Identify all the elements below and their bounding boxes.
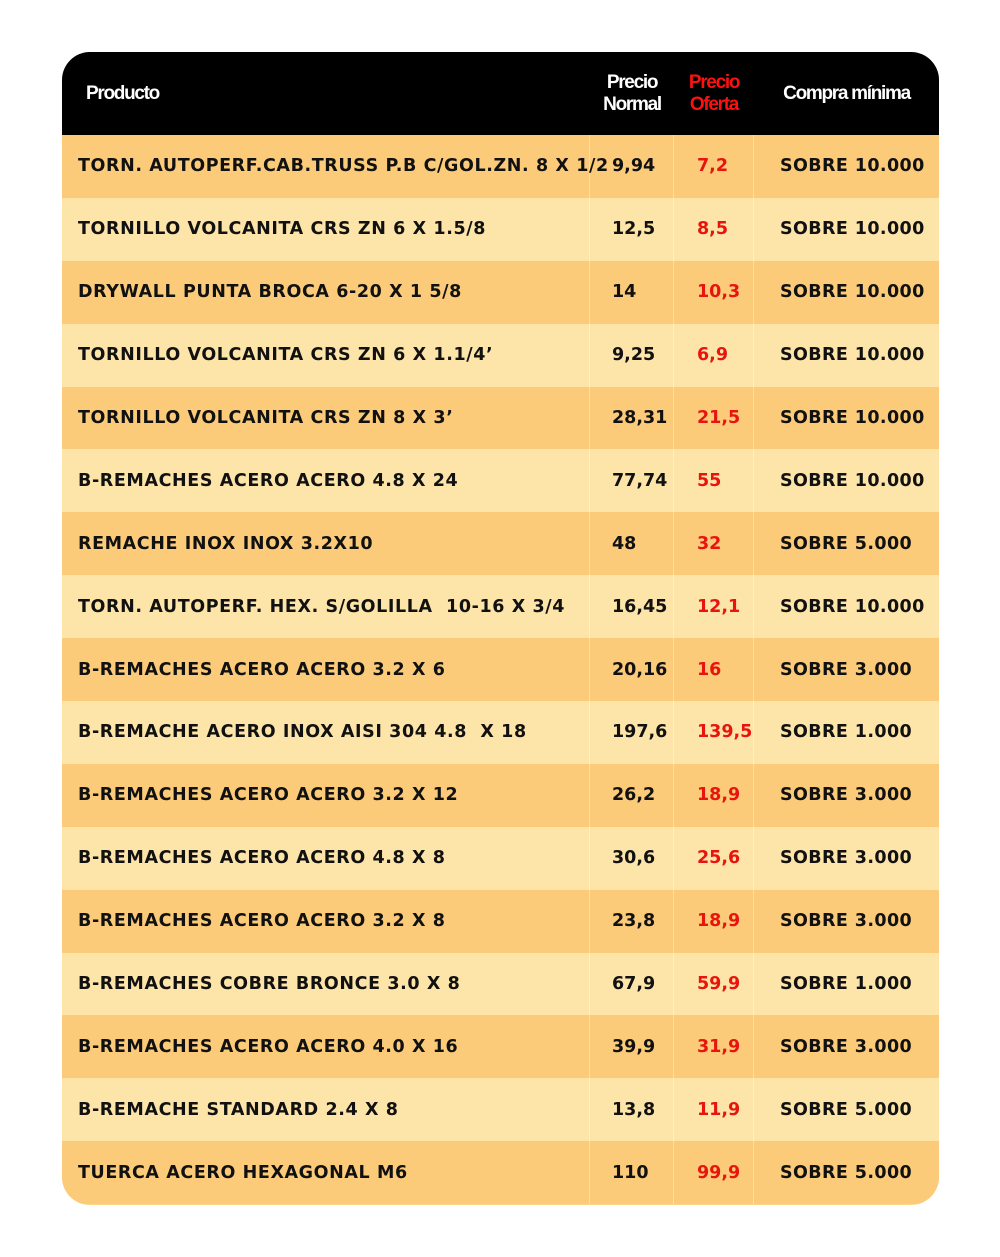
precio-normal-cell: 23,8 <box>590 890 674 953</box>
precio-oferta-cell: 10,3 <box>674 261 754 324</box>
product-cell: TORNILLO VOLCANITA CRS ZN 8 X 3’ <box>62 387 590 450</box>
product-cell: B-REMACHES ACERO ACERO 3.2 X 6 <box>62 638 590 701</box>
product-cell: B-REMACHE STANDARD 2.4 X 8 <box>62 1078 590 1141</box>
precio-oferta-cell: 7,2 <box>674 135 754 198</box>
precio-normal-cell: 28,31 <box>590 387 674 450</box>
header-precio-normal <box>590 72 674 116</box>
compra-minima-cell: SOBRE 10.000 <box>780 596 925 617</box>
table-row <box>62 701 939 764</box>
precio-normal-cell: 13,8 <box>590 1078 674 1141</box>
precio-oferta-cell: 21,5 <box>674 387 754 450</box>
precio-oferta-cell: 99,9 <box>674 1141 754 1204</box>
compra-minima-cell: SOBRE 3.000 <box>780 785 913 806</box>
precio-normal-cell: 20,16 <box>590 638 674 701</box>
precio-oferta-cell: 18,9 <box>674 890 754 953</box>
precio-normal-cell: 9,94 <box>590 135 674 198</box>
table-row <box>62 135 939 198</box>
product-cell: B-REMACHE ACERO INOX AISI 304 4.8 X 18 <box>62 701 590 764</box>
product-cell: TORN. AUTOPERF.CAB.TRUSS P.B C/GOL.ZN. 8 X 1/2 <box>62 135 590 198</box>
table-row <box>62 827 939 890</box>
precio-normal-cell: 39,9 <box>590 1015 674 1078</box>
precio-oferta-cell: 8,5 <box>674 198 754 261</box>
precio-normal-cell: 48 <box>590 512 674 575</box>
precio-normal-cell: 197,6 <box>590 701 674 764</box>
table-row <box>62 1015 939 1078</box>
compra-minima-cell: SOBRE 3.000 <box>780 659 913 680</box>
product-cell: TUERCA ACERO HEXAGONAL M6 <box>62 1141 590 1204</box>
precio-oferta-cell: 55 <box>674 449 754 512</box>
compra-minima-cell: SOBRE 1.000 <box>780 722 913 743</box>
header-precio-oferta <box>674 72 754 116</box>
precio-normal-cell: 77,74 <box>590 449 674 512</box>
header-precio-oferta-line1: Precio <box>688 71 740 93</box>
compra-minima-cell: SOBRE 1.000 <box>780 974 913 995</box>
precio-oferta-cell: 11,9 <box>674 1078 754 1141</box>
compra-minima-cell: SOBRE 10.000 <box>780 408 925 428</box>
precio-oferta-cell: 6,9 <box>674 324 754 387</box>
compra-minima-cell: SOBRE 10.000 <box>780 470 925 491</box>
precio-oferta-cell: 31,9 <box>674 1015 754 1078</box>
compra-minima-cell: SOBRE 3.000 <box>780 911 913 932</box>
product-cell: REMACHE INOX INOX 3.2X10 <box>62 512 590 575</box>
compra-minima-cell: SOBRE 3.000 <box>780 1036 913 1057</box>
precio-normal-cell: 9,25 <box>590 324 674 387</box>
product-cell: TORNILLO VOLCANITA CRS ZN 6 X 1.5/8 <box>62 198 590 261</box>
compra-minima-cell: SOBRE 5.000 <box>780 533 913 554</box>
table-row <box>62 324 939 387</box>
product-cell: B-REMACHES ACERO ACERO 4.8 X 8 <box>62 827 590 890</box>
table-row <box>62 953 939 1016</box>
precio-normal-cell: 67,9 <box>590 953 674 1016</box>
product-cell: B-REMACHES ACERO ACERO 3.2 X 12 <box>62 764 590 827</box>
precio-oferta-cell: 18,9 <box>674 764 754 827</box>
precio-normal-cell: 30,6 <box>590 827 674 890</box>
table-row <box>62 261 939 324</box>
compra-minima-cell: SOBRE 5.000 <box>780 1162 913 1183</box>
product-cell: B-REMACHES ACERO ACERO 3.2 X 8 <box>62 890 590 953</box>
header-product: Producto <box>86 82 159 104</box>
product-cell: B-REMACHES ACERO ACERO 4.8 X 24 <box>62 449 590 512</box>
table-row <box>62 1141 939 1204</box>
compra-minima-cell: SOBRE 10.000 <box>780 345 925 366</box>
header-precio-normal-line2: Normal <box>603 93 661 115</box>
header-compra-minima: Compra mínima <box>783 82 910 104</box>
compra-minima-cell: SOBRE 5.000 <box>780 1099 913 1120</box>
table-body <box>62 135 939 1204</box>
precio-oferta-cell: 12,1 <box>674 575 754 638</box>
price-table <box>62 52 939 1205</box>
precio-normal-cell: 14 <box>590 261 674 324</box>
compra-minima-cell: SOBRE 10.000 <box>780 156 925 177</box>
precio-normal-cell: 12,5 <box>590 198 674 261</box>
precio-normal-cell: 16,45 <box>590 575 674 638</box>
header-precio-normal-line1: Precio <box>606 71 658 93</box>
product-cell: DRYWALL PUNTA BROCA 6-20 X 1 5/8 <box>62 261 590 324</box>
table-header <box>62 52 939 135</box>
precio-normal-cell: 110 <box>590 1141 674 1204</box>
table-row <box>62 1078 939 1141</box>
precio-normal-cell: 26,2 <box>590 764 674 827</box>
precio-oferta-cell: 139,5 <box>674 701 754 764</box>
table-row <box>62 387 939 450</box>
product-cell: B-REMACHES ACERO ACERO 4.0 X 16 <box>62 1015 590 1078</box>
header-precio-oferta-line2: Oferta <box>689 93 739 115</box>
product-cell: TORNILLO VOLCANITA CRS ZN 6 X 1.1/4’ <box>62 324 590 387</box>
table-row <box>62 890 939 953</box>
compra-minima-cell: SOBRE 10.000 <box>780 219 925 240</box>
table-row <box>62 449 939 512</box>
precio-oferta-cell: 32 <box>674 512 754 575</box>
precio-oferta-cell: 59,9 <box>674 953 754 1016</box>
precio-oferta-cell: 16 <box>674 638 754 701</box>
table-row <box>62 512 939 575</box>
compra-minima-cell: SOBRE 10.000 <box>780 282 925 303</box>
table-row <box>62 764 939 827</box>
compra-minima-cell: SOBRE 3.000 <box>780 848 913 869</box>
product-cell: B-REMACHES COBRE BRONCE 3.0 X 8 <box>62 953 590 1016</box>
product-cell: TORN. AUTOPERF. HEX. S/GOLILLA 10-16 X 3/4 <box>62 575 590 638</box>
table-row <box>62 638 939 701</box>
precio-oferta-cell: 25,6 <box>674 827 754 890</box>
table-row <box>62 575 939 638</box>
table-row <box>62 198 939 261</box>
